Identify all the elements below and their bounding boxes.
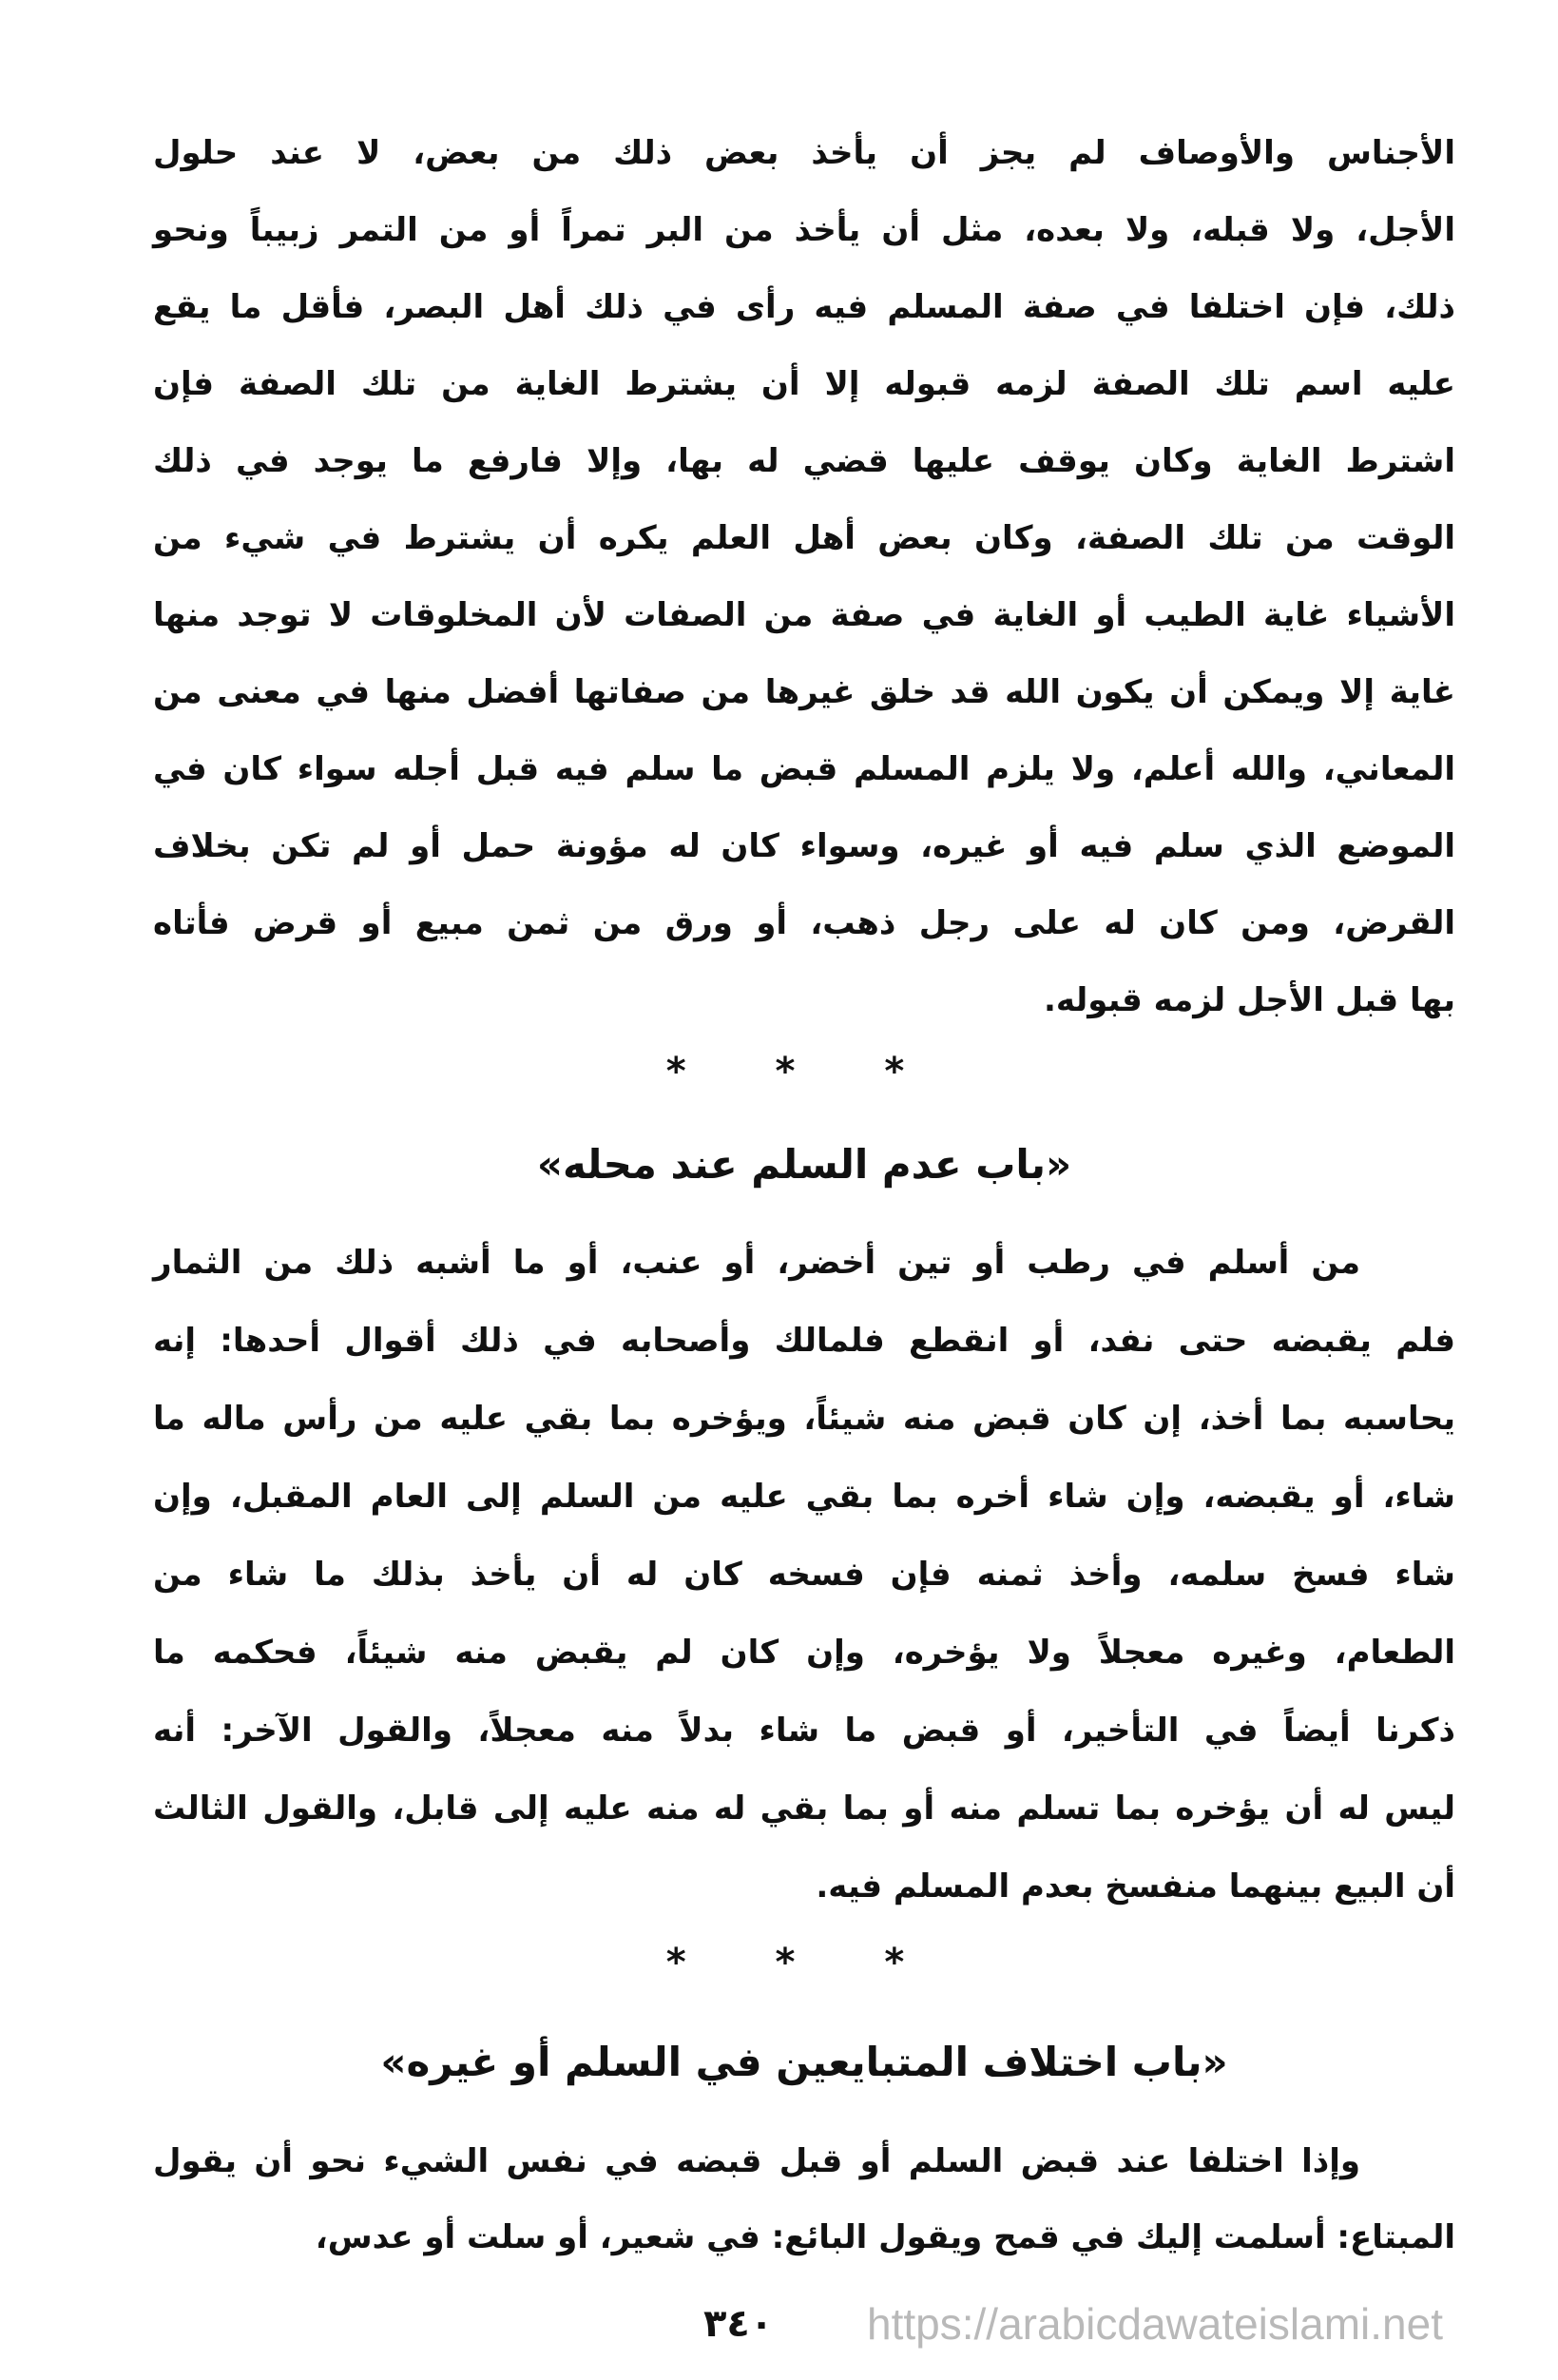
text-line [153, 576, 1455, 653]
text-line [153, 191, 1455, 268]
text-line [153, 653, 1455, 730]
text-line [153, 114, 1455, 191]
text-line [153, 422, 1455, 499]
text-line-content: من أسلم في رطب أو تين أخضر، أو عنب، أو ما أشبه ذلك من الثمار [153, 1244, 1360, 1282]
text-line-content: غاية إلا ويمكن أن يكون الله قد خلق غيرها من صفاتها أفضل منها في معنى من [153, 672, 1455, 711]
page-footer [153, 2275, 1455, 2380]
text-line-content: القرض، ومن كان له على رجل ذهب، أو ورق من ثمن مبيع أو قرض فأتاه [153, 903, 1455, 942]
paragraph [153, 2123, 1455, 2275]
section-separator: * * * [665, 1941, 943, 1984]
text-line-content: ذلك، فإن اختلفا في صفة المسلم فيه رأى في ذلك أهل البصر، فأقل ما يقع [153, 287, 1455, 326]
text-line-content: شاء فسخ سلمه، وأخذ ثمنه فإن فسخه كان له أن يأخذ بذلك ما شاء من [153, 1556, 1455, 1594]
text-line-content: بها قبل الأجل لزمه قبوله. [1044, 980, 1455, 1019]
section-heading: «باب عدم السلم عند محله» [536, 1141, 1072, 1188]
section-separator: * * * [665, 1050, 943, 1093]
text-line-content: الأجل، ولا قبله، ولا بعده، مثل أن يأخذ من البر تمراً أو من التمر زبيباً ونحو [153, 210, 1455, 249]
text-line [153, 1458, 1455, 1536]
text-line-content: يحاسبه بما أخذ، إن كان قبض منه شيئاً، ويؤخره بما بقي عليه من رأس ماله ما [153, 1400, 1455, 1438]
section-heading: «باب اختلاف المتبايعين في السلم أو غيره» [380, 2038, 1228, 2085]
text-line [153, 1692, 1455, 1770]
text-line-content: الأجناس والأوصاف لم يجز أن يأخذ بعض ذلك من بعض، لا عند حلول [153, 133, 1455, 172]
text-line [153, 884, 1455, 961]
text-line-content: الطعام، وغيره معجلاً ولا يؤخره، وإن كان لم يقبض منه شيئاً، فحكمه ما [153, 1634, 1455, 1672]
text-line [153, 1536, 1455, 1614]
text-line [153, 1224, 1455, 1302]
text-line-content: الأشياء غاية الطيب أو الغاية في صفة من الصفات لأن المخلوقات لا توجد منها [153, 595, 1455, 634]
text-line [153, 2123, 1455, 2199]
text-line-content: فلم يقبضه حتى نفد، أو انقطع فلمالك وأصحابه في ذلك أقوال أحدها: إنه [153, 1322, 1455, 1360]
text-line [153, 1380, 1455, 1458]
text-line [153, 1770, 1455, 1848]
paragraph [153, 114, 1455, 1038]
text-line [153, 1614, 1455, 1692]
text-line [153, 730, 1455, 807]
text-line-content: اشترط الغاية وكان يوقف عليها قضي له بها، وإلا فارفع ما يوجد في ذلك [153, 441, 1455, 480]
text-line [153, 1302, 1455, 1380]
text-line-content: وإذا اختلفا عند قبض السلم أو قبل قبضه في نفس الشيء نحو أن يقول [153, 2142, 1360, 2180]
text-line [153, 268, 1455, 345]
text-line-content: شاء، أو يقبضه، وإن شاء أخره بما بقي عليه من السلم إلى العام المقبل، وإن [153, 1478, 1455, 1516]
text-line [153, 961, 1455, 1038]
text-line [153, 345, 1455, 422]
paragraph [153, 1224, 1455, 1925]
page-number: ٣٤٠ [703, 2302, 774, 2346]
watermark-url: https://arabicdawateislami.net [867, 2299, 1443, 2349]
text-line-content: أن البيع بينهما منفسخ بعدم المسلم فيه. [816, 1867, 1455, 1906]
text-line [153, 1848, 1455, 1925]
text-line-content: المبتاع: أسلمت إليك في قمح ويقول البائع: في شعير، أو سلت أو عدس، [315, 2218, 1455, 2256]
text-line-content: ليس له أن يؤخره بما تسلم منه أو بما بقي له منه عليه إلى قابل، والقول الثالث [153, 1790, 1455, 1828]
text-line [153, 2199, 1455, 2275]
text-line-content: الموضع الذي سلم فيه أو غيره، وسواء كان له مؤونة حمل أو لم تكن بخلاف [153, 826, 1455, 865]
text-line-content: الوقت من تلك الصفة، وكان بعض أهل العلم يكره أن يشترط في شيء من [153, 518, 1455, 557]
text-line [153, 807, 1455, 884]
text-line [153, 499, 1455, 576]
text-line-content: المعاني، والله أعلم، ولا يلزم المسلم قبض ما سلم فيه قبل أجله سواء كان في [153, 749, 1455, 788]
text-line-content: ذكرنا أيضاً في التأخير، أو قبض ما شاء بدلاً منه معجلاً، والقول الآخر: أنه [153, 1712, 1455, 1750]
text-line-content: عليه اسم تلك الصفة لزمه قبوله إلا أن يشترط الغاية من تلك الصفة فإن [153, 364, 1455, 403]
